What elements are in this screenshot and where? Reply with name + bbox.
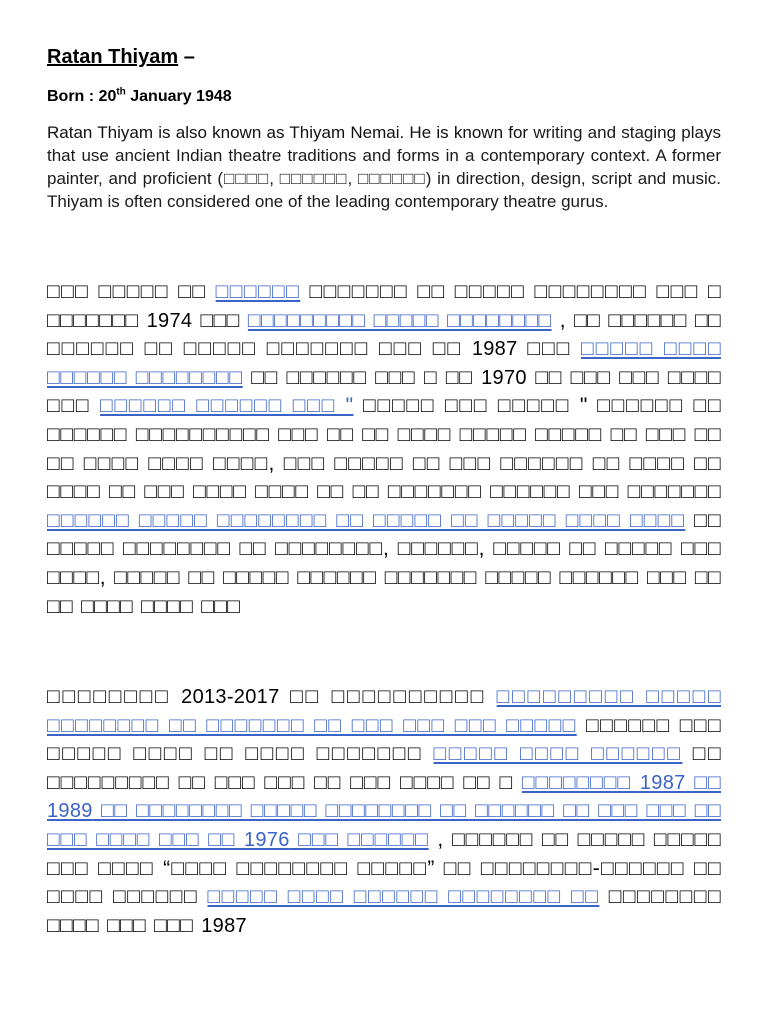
hindi-link[interactable]: □□□□□ □□□□ □□□□□□ □□□□□□□□ □□ [207, 885, 600, 909]
title-dash: – [178, 46, 195, 68]
page-title [47, 46, 195, 69]
year-text: 1987 [471, 338, 518, 361]
intro-text-1: Ratan Thiyam is also known as Thiyam Nemai. He is known for [47, 123, 534, 142]
hindi-link[interactable]: □□□□□□ □□□□□□ □□□ " [99, 394, 354, 418]
year-text: 1989 [47, 800, 93, 823]
hindi-text: □□□ [517, 337, 582, 361]
hindi-text: □□ □□□□□□ □□□ □ □□ [242, 365, 482, 389]
english-intro-paragraph [47, 121, 721, 213]
hindi-text: □□□ [192, 308, 248, 332]
intro-text-2: writing and staging plays that use ancient Indian theatre traditions and forms in a contemporary context. A former painter, and proficient (□□□□, □□□□□□, □□□□□□) in direction, design, script and music. Thiyam is often considered one of the leading contemporary theatre gurus. [47, 123, 721, 211]
hindi-text: □□ □□□ □□□ □□□□ □□□ [47, 365, 721, 418]
link-text: □□□□□□□□ [521, 770, 640, 794]
hindi-link[interactable]: □□□□□ □□□□ □□□□□□ □□□□□□□□ [47, 337, 721, 389]
born-prefix: Born : 20 [47, 88, 117, 105]
hindi-text: □□□□□□□□ [47, 685, 182, 708]
year-text: 1987 [201, 914, 247, 937]
hindi-link[interactable]: □□□□□□ □□□□□ □□□□□□□□ □□ □□□□□ □□ □□□□□ □□□□ □□□□ [47, 508, 686, 532]
year-text: 1976 [243, 828, 290, 851]
link-text: □□ □□□□□□□□ □□□□□ □□□□□□□□ □□ □□□□□□ □□ □□□ □□□ □□ □□□ □□□□ □□□ □□ [47, 799, 721, 851]
hindi-text: □□□□□□ □□□ □□□□□ □□□□ □□ □□□□ □□□□□□□ [47, 713, 721, 766]
hindi-link[interactable]: □□□□□□ [215, 280, 301, 303]
born-rest: January 1948 [125, 88, 232, 105]
hindi-text: □□□□□□□ □□ □□□□□ □□□□□□□□ □□□ □ □□□□□□□ [47, 280, 721, 332]
born-ordinal: th [116, 86, 126, 98]
hindi-link[interactable]: □□□□□ □□□□ □□□□□□ [433, 742, 683, 766]
hindi-text: □□□□□□□□ □□□□ □□□ □□□ [47, 885, 722, 937]
hindi-text: □□ □□□□□ □□□□□□□□ □□ □□□□□□□□, □□□□□□, □□□□□ □□ □□□□□ □□□ □□□□, □□□□□ □□ □□□□□ □□□□□□ □□□□□□□ □□□□□ □□□□□□ □□□ □□ □□ □□□□ □□□□ □□□ [47, 508, 721, 618]
link-text: □□ [685, 770, 722, 794]
year-text: 1970 [481, 366, 527, 389]
hindi-link[interactable]: □□□□□□□□□ □□□□□ □□□□□□□□ □□ □□□□□□□ □□ □□□ □□□ □□□ □□□□□ [47, 685, 721, 737]
hindi-link[interactable]: □□□□□□□□□ □□□□□ □□□□□□□□ [247, 308, 552, 332]
hindi-text: , □□ □□□□□□ □□ □□□□□□ □□ □□□□□ □□□□□□□ □□□ □□ [47, 308, 722, 361]
hindi-paragraph-1 [47, 278, 721, 621]
year-text: 1974 [146, 309, 193, 332]
hindi-text: □□□ □□□□□ □□ [47, 280, 216, 303]
title-name: Ratan Thiyam [47, 46, 179, 68]
link-text: □□□ □□□□□□ [289, 827, 429, 851]
year-text: 2013-2017 [181, 686, 280, 708]
hindi-text: , □□□□□□ □□ □□□□□ □□□□□ □□□ □□□□ “□□□□ □□□□□□□□ □□□□□” □□ □□□□□□□□-□□□□□□ □□ □□□□ □□□□□□ [47, 827, 721, 909]
year-text: 1987 [639, 771, 686, 794]
hindi-text: □□ □□□□□□□□□ □□ □□□ □□□ □□ □□□ □□□□ □□ □ [47, 742, 721, 794]
hindi-paragraph-2 [47, 683, 721, 940]
hindi-text: □□ □□□□□□□□□□ [279, 685, 497, 708]
birth-date [47, 88, 232, 106]
hindi-text: □□□□□ □□□ □□□□□ " □□□□□□ □□ □□□□□□ □□□□□□□□□□ □□□ □□ □□ □□□□ □□□□□ □□□□□ □□ □□□ □□ □□ □□□□ □□□□ □□□□, □□□ □□□□□ □□ □□□ □□□□□□ □□ □□□□ □□ □□□□ □□ □□□ □□□□ □□□□ □□ □□ □□□□□□□ □□□□□□ □□□ □□□□□□□ [47, 394, 721, 504]
